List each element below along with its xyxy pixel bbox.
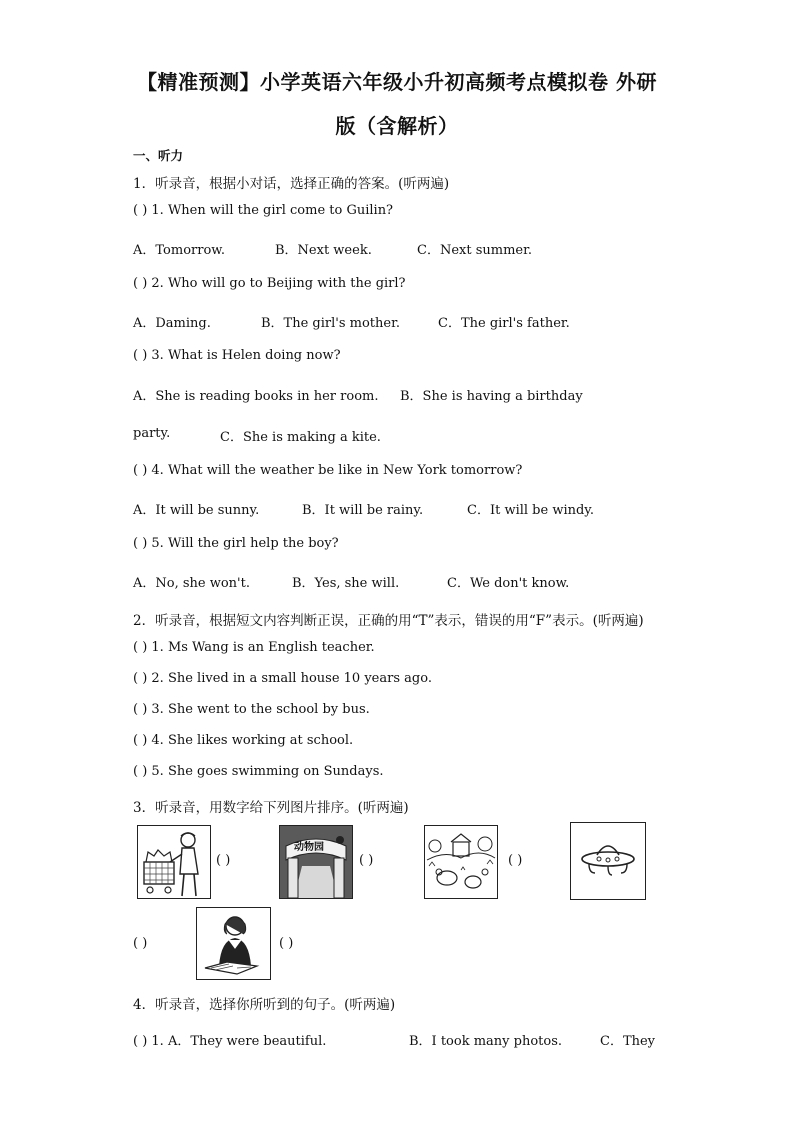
p4-q1-option-c: C．They: [600, 1034, 656, 1049]
order-blank-3[interactable]: ( ): [508, 853, 523, 868]
p1-q2-option-b: B．The girl's mother.: [261, 316, 401, 331]
part3-heading: 3．听录音，用数字给下列图片排序。(听两遍): [133, 800, 409, 816]
section-listening: 一、听力: [133, 148, 184, 163]
ufo-picture: [570, 822, 646, 900]
p1-q2-stem: ( ) 2. Who will go to Beijing with the girl?: [133, 276, 406, 291]
p1-q4-stem: ( ) 4. What will the weather be like in New York tomorrow?: [133, 463, 523, 478]
p1-q1-option-c: C．Next summer.: [417, 243, 533, 258]
part4-heading: 4．听录音，选择你所听到的句子。(听两遍): [133, 997, 396, 1013]
p1-q5-option-b: B．Yes, she will.: [292, 576, 400, 591]
p1-q3-option-b-cont: party.: [133, 426, 171, 441]
p1-q4-option-b: B．It will be rainy.: [302, 503, 424, 518]
p1-q3-stem: ( ) 3. What is Helen doing now?: [133, 348, 341, 363]
farm-picture: [424, 825, 498, 899]
p1-q4-option-c: C．It will be windy.: [467, 503, 595, 518]
order-blank-2[interactable]: ( ): [359, 853, 374, 868]
p1-q1-option-a: A．Tomorrow.: [133, 243, 226, 258]
p1-q3-option-b: B．She is having a birthday: [400, 389, 583, 404]
p1-q3-option-a: A．She is reading books in her room.: [133, 389, 379, 404]
woman-reading-picture: [196, 907, 271, 980]
order-blank-1[interactable]: ( ): [216, 853, 231, 868]
page-title-line2: 版（含解析）: [335, 114, 459, 138]
p2-item-5: ( ) 5. She goes swimming on Sundays.: [133, 764, 384, 779]
p1-q5-option-a: A．No, she won't.: [133, 576, 250, 591]
p4-q1-option-b: B．I took many photos.: [409, 1034, 563, 1049]
p1-q5-option-c: C．We don't know.: [447, 576, 570, 591]
p2-item-3: ( ) 3. She went to the school by bus.: [133, 702, 370, 717]
p1-q5-stem: ( ) 5. Will the girl help the boy?: [133, 536, 339, 551]
p1-q1-option-b: B．Next week.: [275, 243, 372, 258]
p2-item-1: ( ) 1. Ms Wang is an English teacher.: [133, 640, 375, 655]
order-blank-4[interactable]: ( ): [133, 936, 148, 951]
part1-heading: 1．听录音，根据小对话，选择正确的答案。(听两遍): [133, 176, 450, 192]
order-blank-5[interactable]: ( ): [279, 936, 294, 951]
part2-heading: 2．听录音，根据短文内容判断正误，正确的用“T”表示，错误的用“F”表示。(听两遍): [133, 613, 644, 629]
p4-q1-stem: ( ) 1. A．They were beautiful.: [133, 1034, 327, 1049]
p1-q2-option-a: A．Daming.: [133, 316, 211, 331]
zoo-picture: [279, 825, 353, 899]
p1-q2-option-c: C．The girl's father.: [438, 316, 570, 331]
page-title-line1: 【精准预测】小学英语六年级小升初高频考点模拟卷 外研: [137, 70, 657, 94]
shopping-picture: [137, 825, 211, 899]
zoo-sign-text: 动物园: [294, 842, 324, 853]
p1-q4-option-a: A．It will be sunny.: [133, 503, 260, 518]
p2-item-4: ( ) 4. She likes working at school.: [133, 733, 354, 748]
p1-q1-stem: ( ) 1. When will the girl come to Guilin?: [133, 203, 394, 218]
p2-item-2: ( ) 2. She lived in a small house 10 years ago.: [133, 671, 432, 686]
p1-q3-option-c: C．She is making a kite.: [220, 430, 381, 445]
